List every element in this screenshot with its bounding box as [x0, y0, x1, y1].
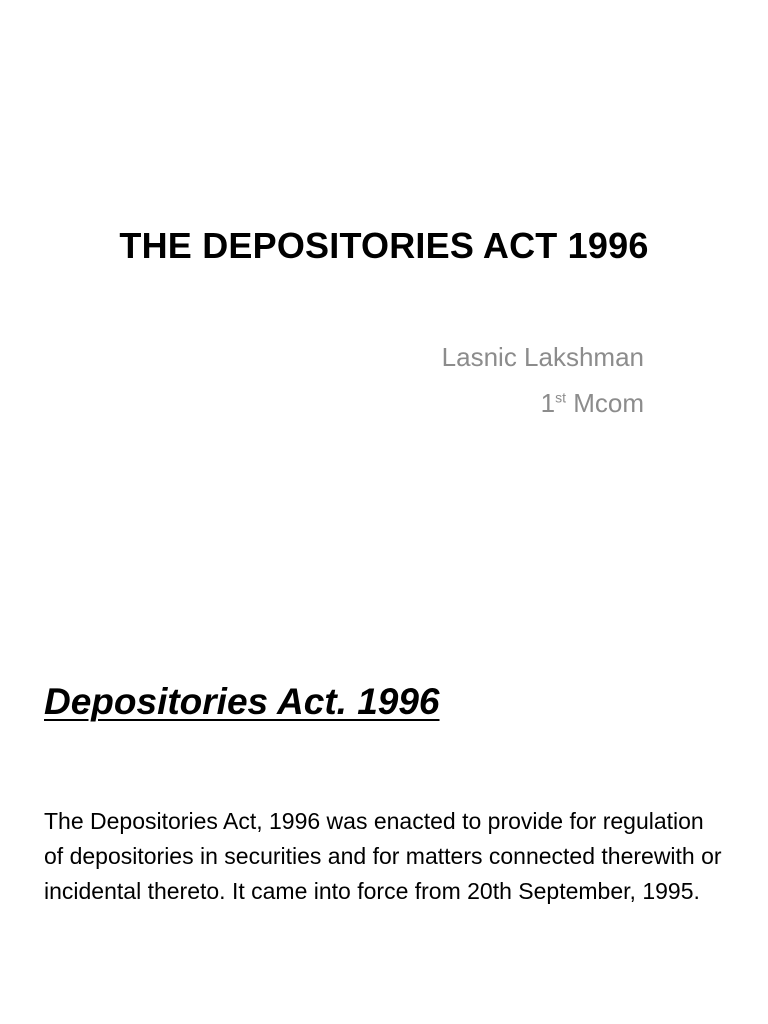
course-line: [442, 380, 644, 426]
slide-subtitle: [442, 334, 644, 426]
slide-title: THE DEPOSITORIES ACT 1996: [119, 225, 649, 266]
course-number: 1: [540, 388, 556, 418]
course-suffix: st: [555, 389, 566, 406]
course-name: Mcom: [566, 388, 644, 418]
slide-heading: Depositories Act. 1996: [44, 681, 440, 722]
author-name: Lasnic Lakshman: [441, 342, 644, 372]
slide-body-text: The Depositories Act, 1996 was enacted to provide for regulation of depositories in securities and for matters connected therewith or incidental thereto. It came into force from 20th September, 1995.: [44, 808, 722, 904]
content-slide: [0, 640, 768, 1024]
